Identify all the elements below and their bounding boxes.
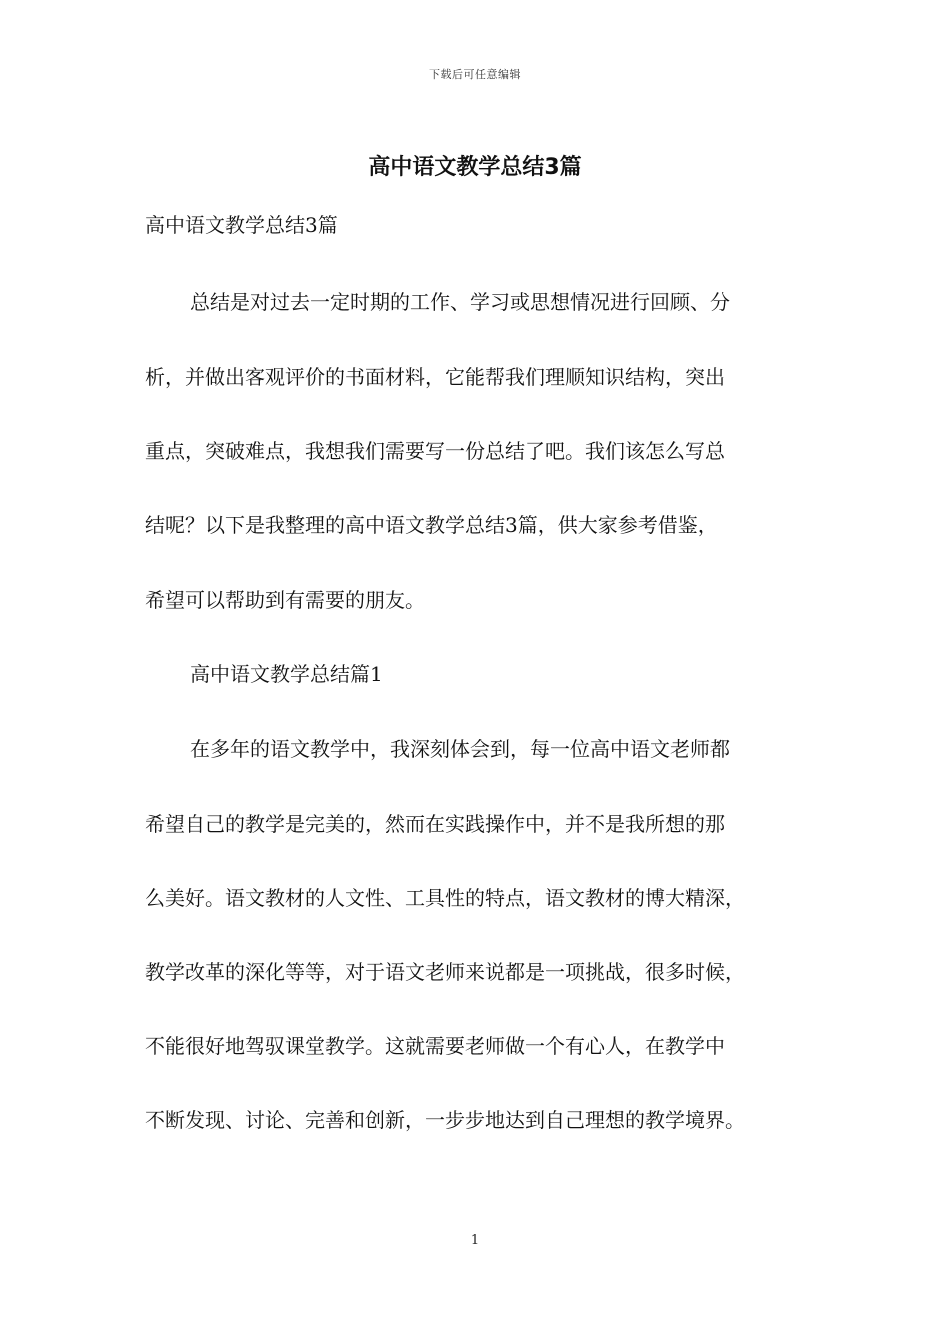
page-number: 1 [470,1233,480,1248]
intro-line: 析，并做出客观评价的书面材料，它能帮我们理顺知识结构，突出 [145,365,725,389]
section-line: 希望自己的教学是完美的，然而在实践操作中，并不是我所想的那 [145,812,725,836]
section-line: 不断发现、讨论、完善和创新，一步步地达到自己理想的教学境界。 [145,1108,745,1132]
intro-line: 结呢？以下是我整理的高中语文教学总结3篇，供大家参考借鉴， [145,513,718,537]
intro-line: 希望可以帮助到有需要的朋友。 [145,588,425,612]
intro-line: 重点，突破难点，我想我们需要写一份总结了吧。我们该怎么写总 [145,439,725,463]
section-line: 教学改革的深化等等，对于语文老师来说都是一项挑战，很多时候， [145,960,745,984]
document-title: 高中语文教学总结3篇 [368,155,582,180]
subtitle: 高中语文教学总结3篇 [145,213,338,237]
section-line: 么美好。语文教材的人文性、工具性的特点，语文教材的博大精深， [145,886,745,910]
section-line: 不能很好地驾驭课堂教学。这就需要老师做一个有心人，在教学中 [145,1034,725,1058]
intro-line: 总结是对过去一定时期的工作、学习或思想情况进行回顾、分 [190,290,730,314]
section-heading: 高中语文教学总结篇1 [190,662,383,686]
header-note: 下载后可任意编辑 [429,68,521,81]
section-line: 在多年的语文教学中，我深刻体会到，每一位高中语文老师都 [190,737,730,761]
